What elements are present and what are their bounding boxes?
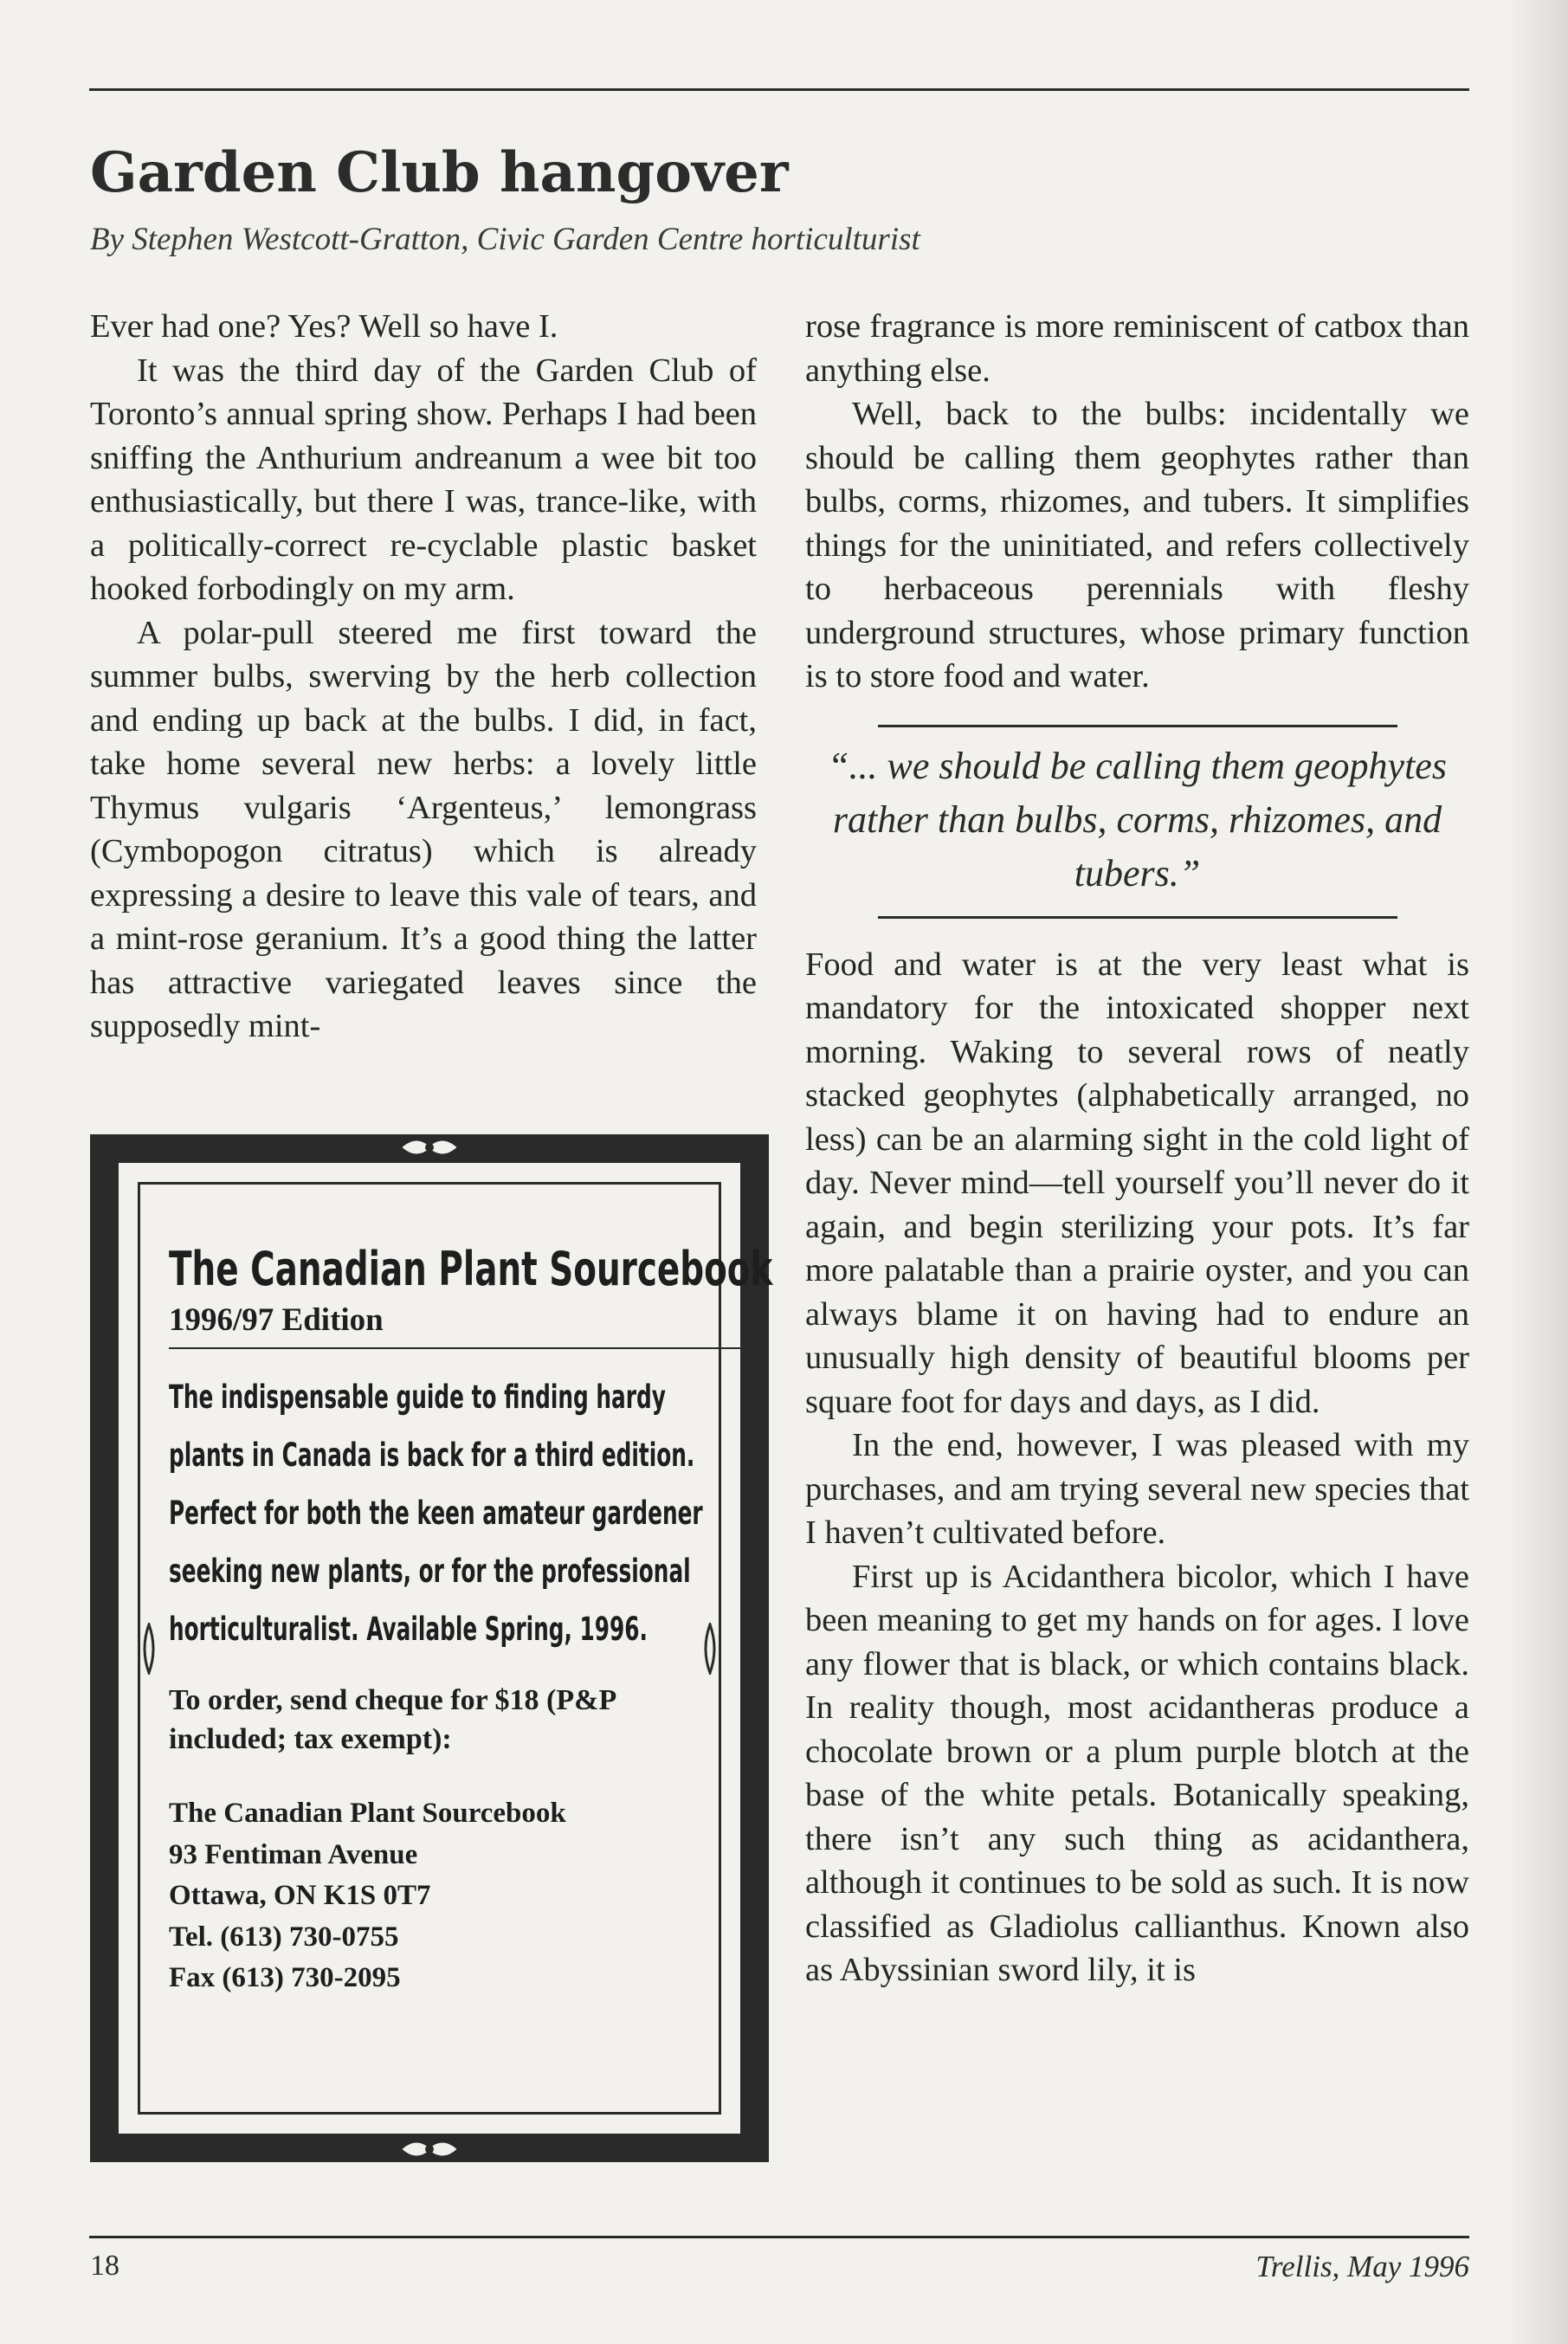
advertisement-box [90, 1134, 773, 2162]
address-line: Tel. (613) 730-0755 [169, 1921, 399, 1953]
ornament-left-icon [139, 1623, 159, 1675]
advertisement-edition: 1996/97 Edition [169, 1302, 384, 1338]
ornament-top-icon [399, 1134, 460, 1160]
paragraph: First up is Acidanthera bicolor, which I have been meaning to get my hands on for ages. I love any flower that is black, or which contains black. In reality though, most acidantheras produce a chocolate brown or a plum purple blotch at the base of the white petals. Botanically speaking, there isn’t any such thing as acidanthera, although it continues to be sold as such. It is now classified as Gladiolus callianthus. Known also as Abyssinian sword lily, it is [805, 1558, 1469, 1988]
top-rule [89, 88, 1469, 91]
paragraph: In the end, however, I was pleased with my purchases, and am trying several new species that I haven’t cultivated before. [805, 1427, 1469, 1551]
advertisement-order-text: To order, send cheque for $18 (P&P included; tax exempt): [169, 1684, 616, 1755]
advertisement-divider [169, 1347, 740, 1349]
address-line: Fax (613) 730-2095 [169, 1962, 401, 1993]
paragraph: Food and water is at the very least what is mandatory for the intoxicated shopper next morning. Waking to several rows of neatly stacked geophytes (alphabetically arranged, no less) can be an alarming sight in the cold light of day. Never mind—tell yourself you’ll never do it again, and begin sterilizing your pots. It’s far more palatable than a prairie oyster, and you can always blame it on having had to endure an unusually high density of beautiful blooms per square foot for days and days, as I did. [805, 946, 1469, 1420]
article-column-left [90, 305, 757, 1049]
pull-quote [805, 725, 1469, 919]
address-line: The Canadian Plant Sourcebook [169, 1798, 566, 1829]
bottom-rule [89, 2236, 1469, 2238]
advertisement-panel [116, 1160, 773, 2136]
ornament-bottom-icon [399, 2136, 460, 2162]
address-line: Ottawa, ON K1S 0T7 [169, 1880, 431, 1911]
page-number: 18 [90, 2250, 119, 2282]
advertisement-blurb: The indispensable guide to finding hardy plants in Canada is back for a third edition. Perfect for both the keen amateur gardener seeking new plants, or for the professional horticulturalist. Available Spring, 1996. [169, 1379, 703, 1648]
paragraph: A polar-pull steered me first toward the summer bulbs, swerving by the herb collection and ending up back at the bulbs. I did, in fact, take home several new herbs: a lovely little Thymus vulgaris ‘Argenteus,’ lemongrass (Cymbopogon citratus) which is already expressing a desire to leave this vale of tears, and a mint-rose geranium. It’s a good thing the latter has attractive variegated leaves since the supposedly mint- [90, 614, 757, 1044]
pull-quote-text: “... we should be calling them geophytes rather than bulbs, corms, rhizomes, and tubers.” [828, 744, 1447, 894]
page-edge-shadow [1507, 0, 1568, 2344]
article-column-right [805, 305, 1469, 1992]
advertisement-content [169, 1241, 773, 1999]
paragraph: It was the third day of the Garden Club of Toronto’s annual spring show. Perhaps I had been sniffing the Anthurium andreanum a wee bit too enthusiastically, but there I was, trance-like, with a politically-correct re-cyclable plastic basket hooked forbodingly on my arm. [90, 352, 757, 607]
advertisement-address [169, 1793, 697, 1999]
article-title: Garden Club hangover [90, 140, 789, 205]
paragraph: Well, back to the bulbs: incidentally we should be calling them geophytes rather than bulbs, corms, rhizomes, and tubers. It simplifies things for the uninitiated, and refers collectively to herbaceous perennials with fleshy underground structures, whose primary function is to store food and water. [805, 396, 1469, 694]
publication-footer: Trellis, May 1996 [1255, 2250, 1469, 2283]
paragraph: Ever had one? Yes? Well so have I. [90, 308, 558, 345]
pull-quote-rule-bottom [878, 916, 1397, 919]
address-line: 93 Fentiman Avenue [169, 1838, 418, 1870]
paragraph: rose fragrance is more reminiscent of catbox than anything else. [805, 308, 1469, 389]
article-byline: By Stephen Westcott-Gratton, Civic Garden Centre horticulturist [90, 222, 920, 257]
advertisement-title: The Canadian Plant Sourcebook [169, 1242, 773, 1296]
